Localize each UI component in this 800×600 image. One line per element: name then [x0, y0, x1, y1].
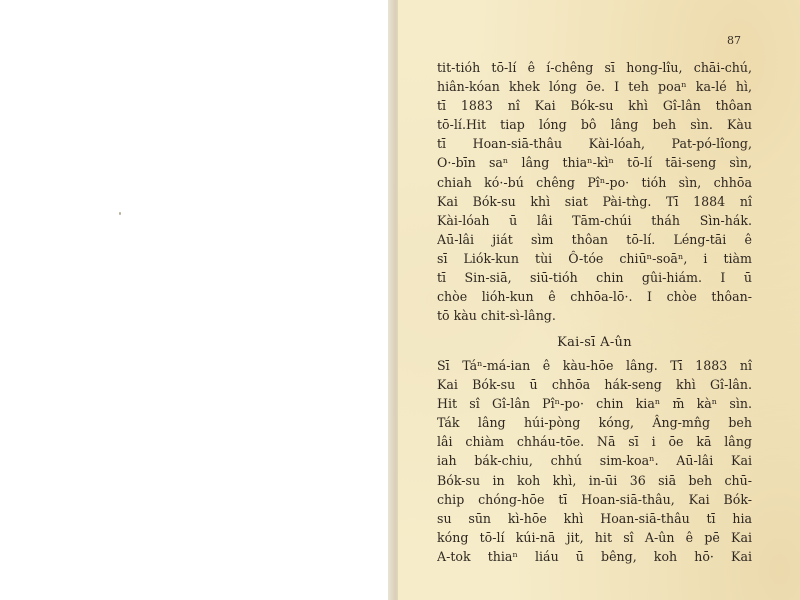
section-heading: Kai-sī A-ûn — [557, 335, 632, 350]
text-line: Kai Bók-su khì siat Pài-tǹg. Tī 1884 nî — [437, 193, 752, 209]
text-line: Bók-su in koh khì, in-ūi 36 siā beh chū- — [437, 472, 752, 488]
text-line: Aū-lâi jiát sìm thôan tō-lí. Léng-tāi ê — [437, 231, 752, 247]
text-line: Kai Bók-su ū chhōa hák-seng khì Gî-lân. — [437, 377, 752, 393]
text-line: tī Hoan-siā-thâu Kài-lóah, Pat-pó-lîong, — [437, 136, 752, 152]
paper-speck — [119, 212, 121, 215]
left-blank-page — [0, 0, 392, 600]
text-line: kóng tō-lí kúi-nā jit, hit sî A-ûn ê pē Kai — [437, 529, 752, 545]
text-line: tī 1883 nî Kai Bók-su khì Gî-lân thôan — [437, 98, 752, 114]
text-line: Sī Táⁿ-má-ian ê kàu-hōe lâng. Tī 1883 nî — [437, 358, 752, 373]
text-line: O·-bīn saⁿ lâng thiaⁿ-kìⁿ tō-lí tāi-seng sìn, — [437, 155, 752, 171]
text-line: tō kàu chit-sì-lâng. — [437, 308, 556, 324]
text-line: Kài-lóah ū lâi Tām-chúi tháh Sìn-hák. — [437, 212, 752, 228]
text-line: tit-tióh tō-lí ê í-chêng sī hong-lîu, chāi-chú, — [437, 60, 752, 75]
paragraph-section — [437, 356, 752, 566]
paragraph-continued — [437, 58, 752, 325]
text-line: iah bák-chiu, chhú sim-koaⁿ. Aū-lâi Kai — [437, 453, 752, 469]
text-line: su sūn kì-hōe khì Hoan-siā-thâu tī hia — [437, 510, 752, 526]
text-line: hiân-kóan khek lóng ōe. I teh poaⁿ ka-lé hì, — [437, 79, 752, 95]
text-line: chiah kó·-bú chêng Pîⁿ-po· tióh sìn, chhōa — [437, 174, 752, 190]
page-number: 87 — [727, 34, 741, 47]
text-line: Hit sî Gî-lân Pîⁿ-po· chin kiaⁿ m̄ kàⁿ sìn. — [437, 396, 752, 412]
text-line: A-tok thiaⁿ liáu ū bêng, koh hō· Kai — [437, 548, 752, 564]
text-line: lâi chiàm chháu-tōe. Nā sī i ōe kā lâng — [437, 434, 752, 450]
text-line: tō-lí.Hit tiap lóng bô lâng beh sìn. Kàu — [437, 117, 752, 133]
text-line: chòe lióh-kun ê chhōa-lō·. I chòe thôan- — [437, 289, 752, 305]
text-line: Ták lâng húi-pòng kóng, Âng-mn̂g beh — [437, 415, 752, 431]
text-line: tī Sin-siā, siū-tióh chin gûi-hiám. I ū — [437, 270, 752, 286]
text-line: sī Liók-kun tùi Ô-tóe chiūⁿ-soāⁿ, i tiàm — [437, 250, 752, 266]
text-line: chip chóng-hōe tī Hoan-siā-thâu, Kai Bók- — [437, 491, 752, 507]
